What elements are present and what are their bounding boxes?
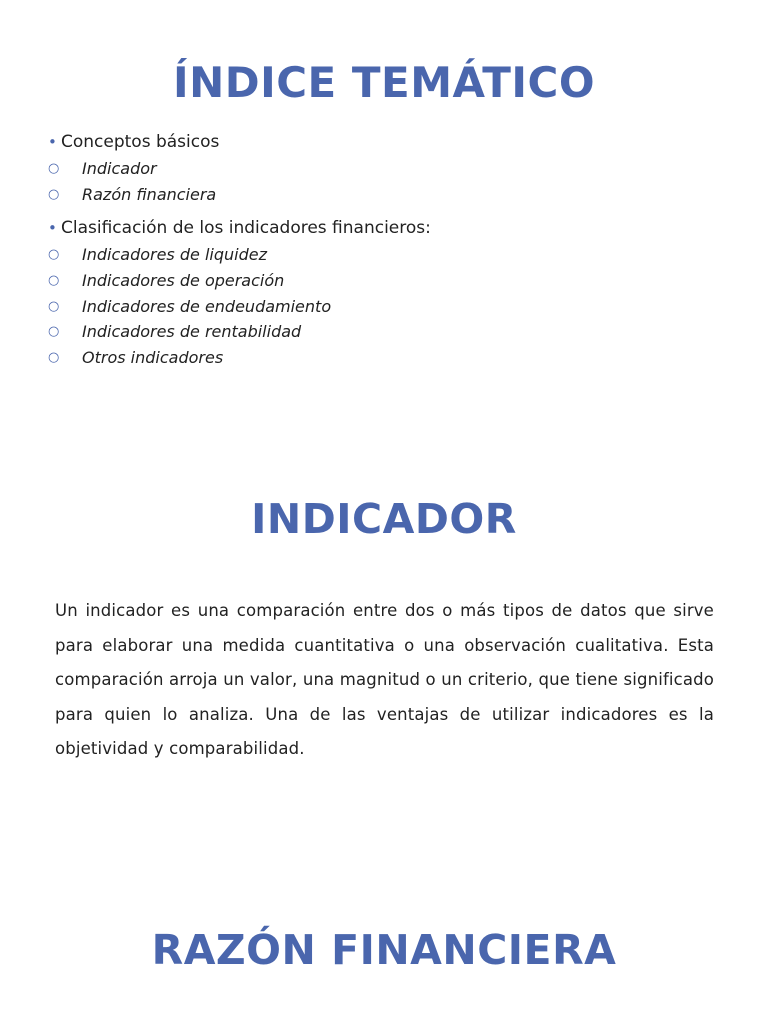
toc-sub-item-label: Indicadores de liquidez [82,245,267,265]
table-of-contents [48,131,728,377]
bullet-icon: • [48,219,57,238]
circle-bullet-icon: ○ [48,350,60,366]
indicador-title: INDICADOR [251,495,517,543]
indicador-paragraph: Un indicador es una comparación entre dos o más tipos de datos que sirve para elaborar una medida cuantitativa o una observación cualitativa. Esta comparación arroja un valor, una magnitud o un criterio, que tiene significado para quien lo analiza. Una de las ventajas de utilizar indicadores es la objetividad y comparabilidad. [55,601,714,758]
circle-bullet-icon: ○ [48,324,60,340]
toc-sub-item-label: Indicadores de endeudamiento [82,296,332,316]
razon-financiera-title: RAZÓN FINANCIERA [151,926,617,974]
toc-sub-item [48,242,728,268]
toc-sub-item [48,319,728,345]
index-title: ÍNDICE TEMÁTICO [172,58,596,107]
toc-section-classification [48,217,728,370]
bullet-icon: • [48,133,57,151]
toc-sub-item [48,182,728,208]
toc-bullet-item [48,217,728,239]
toc-sub-item [48,156,728,182]
circle-bullet-icon: ○ [48,273,60,289]
circle-bullet-icon: ○ [48,186,60,202]
circle-bullet-icon: ○ [48,298,60,314]
toc-section-basics [48,131,728,207]
toc-sub-item-label: Indicadores de operación [82,271,285,291]
toc-sub-item-label: Razón financiera [82,184,217,204]
toc-sub-item-label: Otros indicadores [82,348,224,368]
circle-bullet-icon: ○ [48,161,60,176]
circle-bullet-icon: ○ [48,247,60,263]
toc-bullet-item [48,131,728,153]
toc-sub-item [48,268,728,294]
toc-sub-item [48,294,728,320]
toc-section-label: Conceptos básicos [61,132,220,152]
toc-sub-item-label: Indicadores de rentabilidad [82,322,302,342]
toc-sub-item [48,345,728,371]
toc-section-label: Clasificación de los indicadores financieros: [61,218,431,239]
toc-sub-item-label: Indicador [82,159,157,178]
